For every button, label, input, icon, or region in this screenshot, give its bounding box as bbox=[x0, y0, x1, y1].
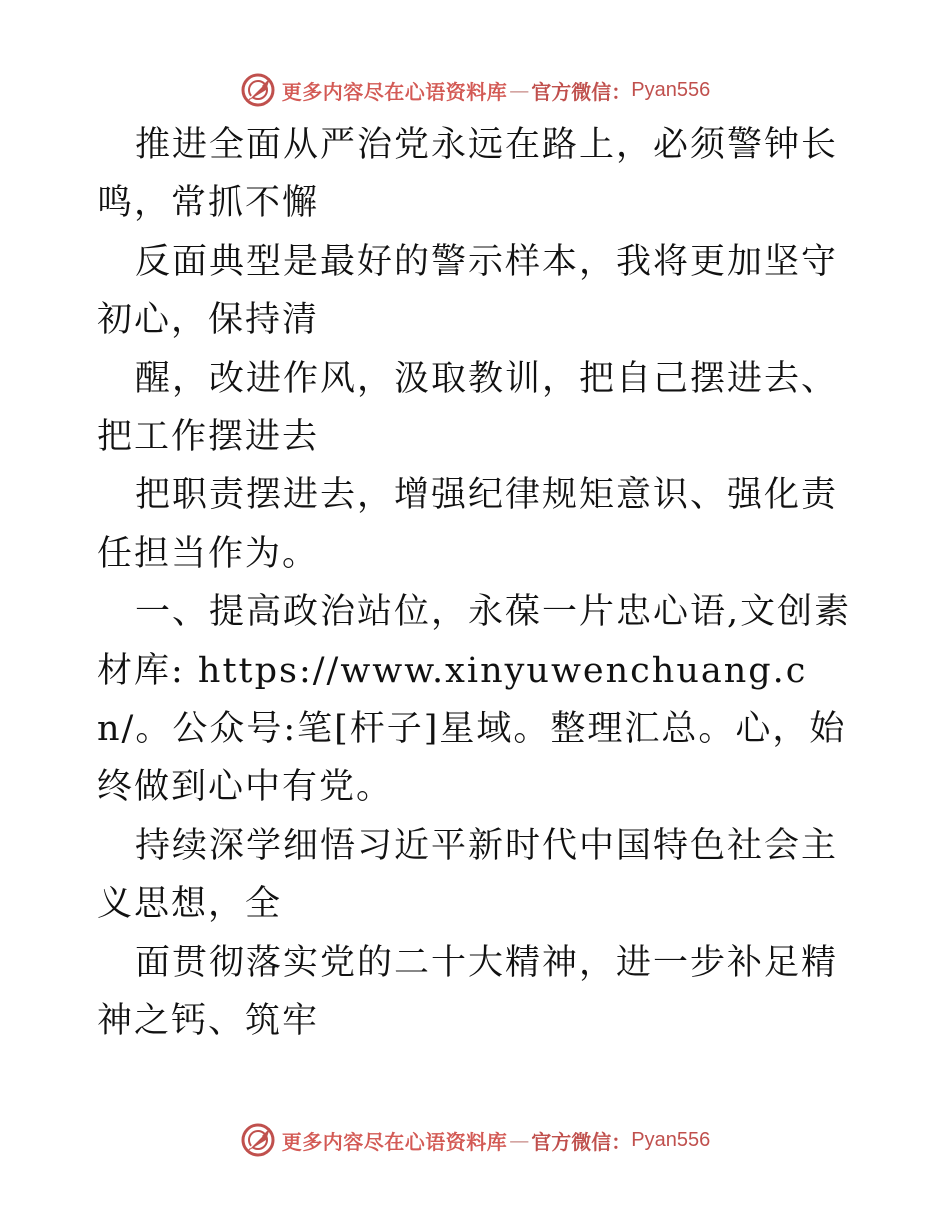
footer-watermark bbox=[0, 1120, 950, 1160]
header-watermark bbox=[0, 70, 950, 110]
paragraph: 推进全面从严治党永远在路上，必须警钟长鸣，常抓不懈 bbox=[97, 125, 839, 224]
watermark-wechat-id: Pyan556 bbox=[631, 1128, 711, 1151]
quill-pen-logo-icon bbox=[240, 1122, 276, 1158]
paragraph: 醒，改进作风，汲取教训，把自己摆进去、把工作摆进去 bbox=[97, 358, 839, 458]
paragraph: 一、提高政治站位，永葆一片忠心语,文创素材库: https://www.xinyuwenchuang.cn/。公众号:笔[杆子]星域。整理汇总。心，始终做到心中有党。 bbox=[97, 592, 852, 808]
watermark-separator: — bbox=[509, 78, 530, 102]
paragraph: 面贯彻落实党的二十大精神，进一步补足精神之钙、筑牢 bbox=[97, 942, 839, 1042]
watermark-brand: 更多内容尽在心语资料库 bbox=[281, 1129, 508, 1154]
paragraph: 把职责摆进去，增强纪律规矩意识、强化责任担当作为。 bbox=[97, 475, 839, 574]
document-body bbox=[97, 116, 857, 1051]
paragraph: 持续深学细悟习近平新时代中国特色社会主义思想，全 bbox=[97, 825, 839, 925]
watermark-label: 官方微信： bbox=[531, 1129, 632, 1154]
watermark-brand: 更多内容尽在心语资料库 bbox=[281, 79, 508, 104]
watermark-label: 官方微信： bbox=[531, 79, 632, 104]
watermark-separator: — bbox=[509, 1128, 530, 1152]
watermark-wechat-id: Pyan556 bbox=[631, 78, 711, 101]
quill-pen-logo-icon bbox=[240, 72, 276, 108]
paragraph: 反面典型是最好的警示样本，我将更加坚守初心，保持清 bbox=[97, 241, 839, 341]
